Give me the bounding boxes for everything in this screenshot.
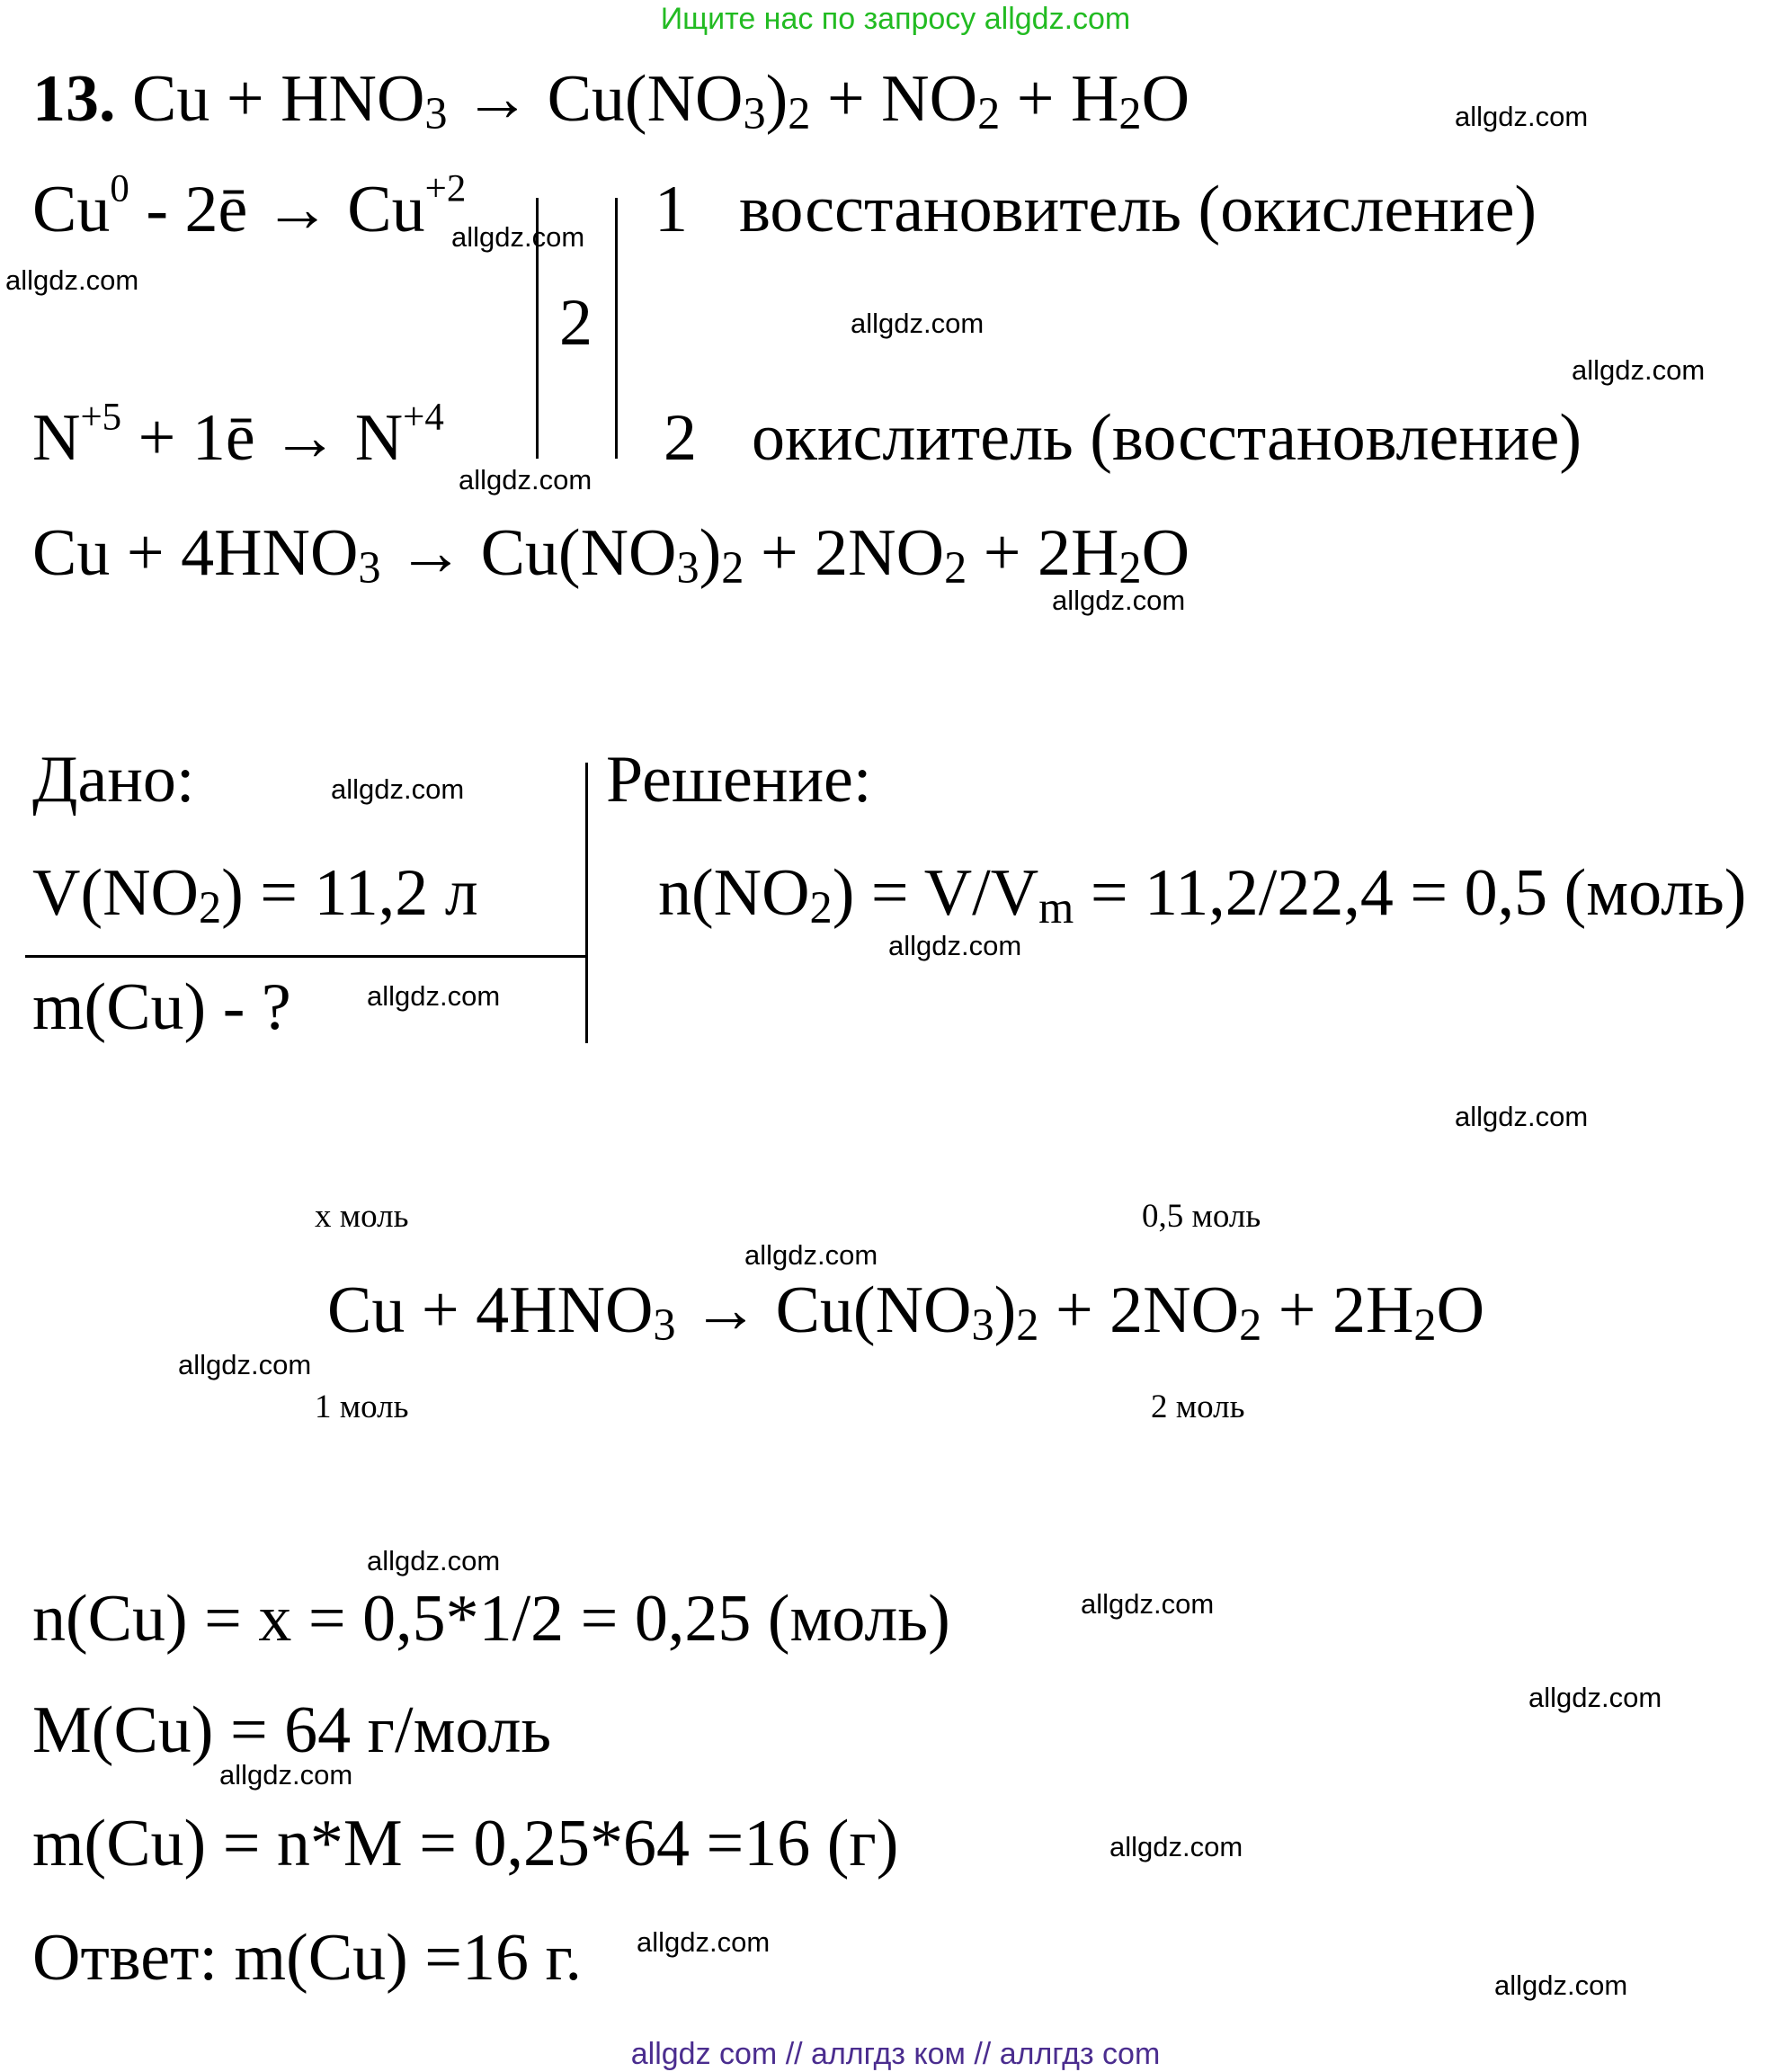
molar-mass-cu: M(Cu) = 64 г/моль bbox=[32, 1693, 552, 1767]
watermark: allgdz.com bbox=[1081, 1588, 1215, 1620]
find-mass: m(Cu) - ? bbox=[32, 970, 291, 1044]
role-oxidizer: окислитель (восстановление) bbox=[752, 401, 1582, 475]
watermark: allgdz.com bbox=[1052, 585, 1186, 616]
below-1-mol: 1 моль bbox=[315, 1389, 409, 1425]
watermark: allgdz.com bbox=[219, 1759, 353, 1791]
unbalanced-equation: 13. $Cu + HNO_3 \to Cu(NO_3)_2 + NO_2 + H_2O$ bbox=[32, 62, 1190, 139]
reduction-half-reaction: $N^{+5}$ + 1ē → $N^{+4}$ bbox=[32, 396, 444, 475]
below-2-mol: 2 моль bbox=[1151, 1389, 1245, 1425]
watermark: allgdz.com bbox=[1455, 101, 1589, 132]
watermark: allgdz.com bbox=[367, 980, 501, 1012]
moles-cu: n(Cu) = x = 0,5*1/2 = 0,25 (моль) bbox=[32, 1582, 950, 1656]
electron-lcm: 2 bbox=[559, 286, 593, 360]
watermark: allgdz.com bbox=[178, 1349, 312, 1380]
watermark: allgdz.com bbox=[637, 1926, 771, 1958]
task-number: 13. bbox=[32, 62, 116, 136]
above-05-mol: 0,5 моль bbox=[1142, 1198, 1261, 1235]
given-solution-divider bbox=[585, 763, 588, 1043]
search-banner: Ищите нас по запросу allgdz.com bbox=[660, 2, 1131, 36]
watermark: allgdz.com bbox=[459, 464, 593, 496]
given-heading: Дано: bbox=[32, 743, 195, 817]
watermark: allgdz.com bbox=[1455, 1101, 1589, 1132]
answer: Ответ: m(Cu) =16 г. bbox=[32, 1921, 582, 1995]
role-reducer: восстановитель (окисление) bbox=[739, 173, 1537, 246]
given-separator bbox=[25, 955, 588, 958]
balanced-equation: $Cu + 4HNO_3 \to Cu(NO_3)_2 + 2NO_2 + 2H_2O$ bbox=[32, 516, 1190, 594]
watermark: allgdz.com bbox=[1528, 1682, 1662, 1713]
watermark: allgdz.com bbox=[888, 930, 1022, 961]
balance-divider-right bbox=[615, 198, 618, 459]
watermark: allgdz.com bbox=[451, 221, 585, 253]
watermark: allgdz.com bbox=[1572, 354, 1706, 386]
mass-cu: m(Cu) = n*M = 0,25*64 =16 (г) bbox=[32, 1807, 899, 1880]
footer-watermark: allgdz com // аллгдз ком // аллгдз com bbox=[630, 2037, 1161, 2071]
watermark: allgdz.com bbox=[744, 1239, 878, 1271]
given-volume: $V(NO_2) = 11,2$ л bbox=[32, 856, 478, 933]
watermark: allgdz.com bbox=[1494, 1969, 1628, 2001]
watermark: allgdz.com bbox=[331, 773, 465, 805]
watermark: allgdz.com bbox=[5, 264, 139, 296]
watermark: allgdz.com bbox=[367, 1545, 501, 1576]
stoichiometry-equation: $Cu + 4HNO_3 \to Cu(NO_3)_2 + 2NO_2 + 2H_2O$ bbox=[327, 1273, 1485, 1351]
watermark: allgdz.com bbox=[851, 308, 985, 339]
above-x-mol: x моль bbox=[315, 1198, 409, 1235]
solution-heading: Решение: bbox=[606, 743, 872, 817]
oxidation-half-reaction: Cu$^0$ - 2ē → $Cu^{+2}$ bbox=[32, 167, 467, 246]
moles-no2: $n(NO_2) = V/V_m = 11,2/22,4 = 0,5$ (моль) bbox=[658, 856, 1747, 933]
coefficient-1: 1 bbox=[655, 173, 688, 246]
coefficient-2: 2 bbox=[664, 401, 697, 475]
watermark: allgdz.com bbox=[1109, 1831, 1243, 1862]
